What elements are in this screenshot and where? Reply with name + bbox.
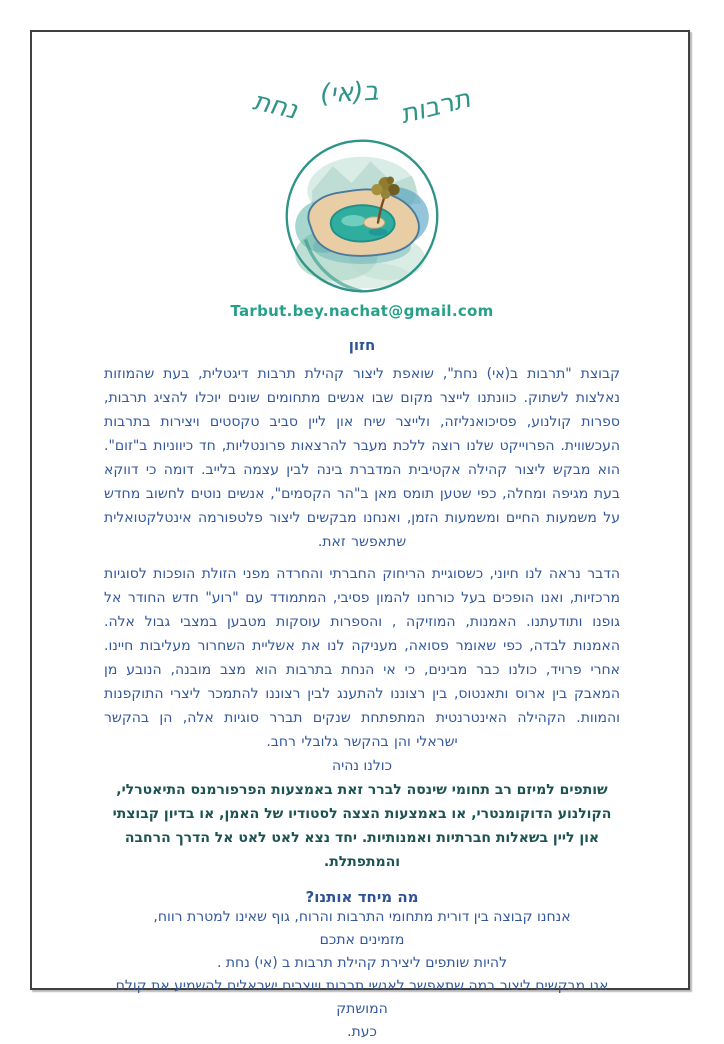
vision-lead-in: כולנו נהיה bbox=[331, 758, 393, 774]
logo-script-word: נחת bbox=[249, 86, 301, 126]
logo-island-illustration bbox=[104, 136, 620, 296]
unique-line: כעת. bbox=[347, 1024, 377, 1040]
island-with-tree-icon bbox=[282, 136, 442, 296]
logo-script-word: תרבות bbox=[397, 83, 474, 131]
vision-bold-paragraph: שותפים למיזם רב תחומי שינסה לברר זאת באמצעות הפרפורמנס התיאטרלי, הקולנוע הדוקומנטרי, או באמצעות הצצה לסטודיו של האמן, או בדיון קבוצתי און ליין בשאלות חברתיות ואמנותיות. יחד נצא לאט לאט אל הדרך הרחבה והמתפתלת. bbox=[112, 782, 612, 870]
vision-paragraph-2: הדבר נראה לנו חיוני, כשסוגיית הריחוק החברתי והחרדה מפני הזולת הופכות לסוגיות מרכזיות, ואנו הופכים בעל כורחנו להמון פסיבי, המתמודד עם "רוע" חדש החודר אל גופנו ותודעתנו. האמנות, המוזיקה , והספרות עוסקות מטבען במצבי גבול אלה. האמנות לבדה, כפי שאומר פסואה, מעניקה לנו את אשליית השחרור מעליבות חיינו. אחרי פרויד, כולנו כבר מבינים, כי אי הנחת בתרבות הוא מצב מובנה, הנובע מן המאבק בין ארוס ותאנטוס, בין רצוננו להתענג לבין רצוננו להתמכר ליצרי התוקפנות והמוות. הקהילה האינטרנטית המתפתחת שנקים תברר סוגיות אלה, הן בהקשר ישראלי והן בהקשר גלובלי רחב. bbox=[104, 566, 620, 750]
document-content bbox=[104, 0, 620, 1044]
logo-script-word: ב(אי) bbox=[318, 76, 379, 110]
unique-line: להיות שותפים ליצירת קהילת תרבות ב (אי) נחת . bbox=[216, 955, 508, 971]
unique-line: אנחנו קבוצה בין דורית מתחומי התרבות והרוח, גוף שאינו למטרת רווח, bbox=[153, 909, 571, 925]
logo-script-title bbox=[104, 76, 620, 138]
unique-line: אנו מבקשים ליצור במה שתאפשר לאנשי תרבות ויוצרים ישראלים להשמיע את קולם המושתק bbox=[115, 978, 609, 1017]
vision-paragraph-1: קבוצת "תרבות ב(אי) נחת", שואפת ליצור קהילת תרבות דיגטלית, בעת שהמוזות נאלצות לשתוק. כוונתנו לייצר מקום שבו אנשים מתחומים שונים יוכלו להציג תרבות, ספרות קולנוע, פסיכואנליזה, ולייצר שיח און ליין סביב טקסטים ויצירות בתרבות העכשווית. הפרוייקט שלנו רוצה ללכת מעבר להרצאות פרונטליות, חד כיווניות ב"זום". הוא מבקש ליצור קהילה אקטיבית המדברת בינה לבין עצמה בלייב. דומה כי דווקא בעת מגיפה ומחלה, כפי שטען תומס מאן ב"הר הקסמים", אנשים נוטים לחשוב מחדש על משמעות החיים ומשמעות הזמן, ואנחנו מבקשים ליצור פלטפורמה אינטלקטואלית שתאפשר זאת. bbox=[104, 366, 620, 550]
vision-title: חזון bbox=[348, 336, 376, 354]
email-link[interactable]: Tarbut.bey.nachat@gmail.com bbox=[230, 302, 494, 320]
unique-line: מזמינים אתכם bbox=[319, 932, 405, 948]
unique-title: מה מיחד אותנו? bbox=[305, 888, 419, 906]
